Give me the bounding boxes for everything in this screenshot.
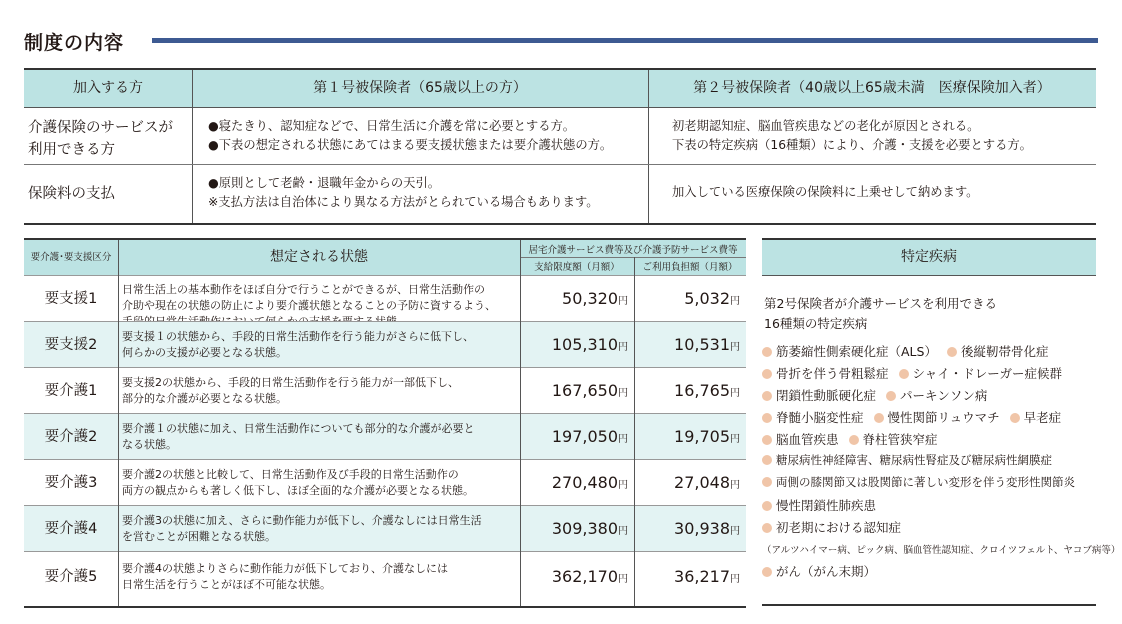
limit-amount: 270,480円 [551, 473, 628, 492]
table-row [24, 321, 746, 367]
disease-item: 初老期における認知症 [776, 520, 902, 535]
disease-intro: 第2号保険者が介護サービスを利用できる 16種類の特定疾病 [764, 296, 997, 331]
header-sub-divider [520, 257, 746, 258]
column-divider [634, 257, 635, 606]
column-divider [192, 70, 193, 223]
disease-panel-title: 特定疾病 [762, 238, 1096, 276]
table-row [24, 367, 746, 413]
bullet-dot [762, 347, 772, 357]
care-state: 要支援2の状態から、手段的日常生活動作を行う能力が一部低下し、 部分的な介護が必要となる状態。 [122, 376, 459, 405]
bullet-dot [762, 435, 772, 445]
care-header-group: 居宅介護サービス費等及び介護予防サービス費等 [528, 245, 738, 256]
column-divider [118, 240, 119, 606]
copay-amount: 30,938円 [674, 519, 740, 538]
care-header-copay: ご利用負担額（月額） [642, 262, 738, 273]
care-header-limit: 支給限度額（月額） [534, 262, 620, 273]
disease-note: （アルツハイマー病、ピック病、脳血管性認知症、クロイツフェルト、ヤコブ病等） [762, 545, 1121, 556]
care-state: 日常生活上の基本動作をほぼ自分で行うことができるが、日常生活動作の 介助や現在の状態の防止により要介護状態となることの予防に資するよう、 [122, 283, 496, 312]
limit-amount: 309,380円 [551, 519, 628, 538]
table-row [24, 459, 746, 505]
care-level: 要支援1 [44, 291, 98, 307]
overview-table [24, 68, 1096, 225]
bullet-dot [762, 391, 772, 401]
table-row [24, 275, 746, 321]
limit-amount: 197,050円 [551, 427, 628, 446]
care-state: 要介護3の状態に加え、さらに動作能力が低下し、介護なしには日常生活 を営むことが困難となる状態。 [122, 514, 482, 543]
bullet-dot [762, 477, 772, 487]
limit-amount: 105,310円 [551, 335, 628, 354]
disease-line [762, 430, 938, 448]
disease-line [762, 342, 1048, 360]
bullet-dot [947, 347, 957, 357]
disease-item: 慢性関節リュウマチ [887, 410, 1000, 425]
bullet-dot [762, 523, 772, 533]
bullet-dot [762, 413, 772, 423]
disease-line [762, 386, 987, 404]
copay-amount: 27,048円 [674, 473, 740, 492]
care-level-table [24, 238, 746, 608]
eligible-type2: 初老期認知症、脳血管疾患などの老化が原因とされる。 下表の特定疾病（16種類）により、介護・支援を必要とする方。 [672, 119, 1032, 152]
disease-line [762, 452, 1052, 468]
disease-item: 両側の膝関節又は股関節に著しい変形を伴う変形性関節炎 [776, 475, 1075, 489]
copay-amount: 36,217円 [674, 567, 740, 586]
disease-line [762, 364, 1062, 382]
premium-type1: ●原則として老齢・退職年金からの天引。 ※支払方法は自治体により異なる方法がとられている場合もあります。 [208, 176, 599, 209]
bullet-dot [849, 435, 859, 445]
bullet-dot [762, 369, 772, 379]
overview-header-who: 加入する方 [73, 80, 143, 96]
limit-amount: 50,320円 [562, 289, 628, 308]
bullet-dot [1010, 413, 1020, 423]
column-divider [648, 70, 649, 223]
disease-item: 脊髄小脳変性症 [776, 410, 864, 425]
disease-line [762, 562, 876, 580]
care-state: 要介護１の状態に加え、日常生活動作についても部分的な介護が必要と なる状態。 [122, 422, 475, 451]
title-rule [152, 38, 1098, 43]
overview-header-type1: 第１号被保険者（65歳以上の方） [313, 80, 527, 96]
limit-amount: 167,650円 [551, 381, 628, 400]
care-header-level: 要介護･要支援区分 [30, 252, 112, 263]
disease-line [762, 474, 1075, 490]
care-state: 要介護2の状態と比較して、日常生活動作及び手段的日常生活動作の 両方の観点からも著しく低下し、ほぼ全面的な介護が必要となる状態。 [122, 468, 474, 497]
disease-item: 筋萎縮性側索硬化症（ALS） [776, 344, 937, 359]
care-level: 要介護5 [44, 569, 98, 585]
disease-item: 早老症 [1023, 410, 1062, 425]
disease-item: 慢性閉鎖性肺疾患 [776, 498, 877, 513]
copay-amount: 10,531円 [674, 335, 740, 354]
bullet-dot [886, 391, 896, 401]
care-level: 要支援2 [44, 337, 98, 353]
disease-line [762, 496, 876, 514]
premium-type2: 加入している医療保険の保険料に上乗せして納めます。 [672, 185, 979, 199]
copay-amount: 16,765円 [674, 381, 740, 400]
care-header-state: 想定される状態 [270, 249, 368, 265]
disease-line [762, 408, 1061, 426]
table-row [24, 505, 746, 551]
eligible-type1: ●寝たきり、認知症などで、日常生活に介護を常に必要とする方。 ●下表の想定される状態にあてはまる要支援状態または要介護状態の方。 [208, 119, 613, 152]
disease-item: 脊柱管狭窄症 [862, 432, 938, 447]
disease-item: 骨折を伴う骨粗鬆症 [776, 366, 889, 381]
row-divider [24, 164, 1096, 165]
disease-item: 閉鎖性動脈硬化症 [776, 388, 877, 403]
disease-item: 糖尿病性神経障害、糖尿病性腎症及び糖尿病性網膜症 [776, 453, 1052, 467]
care-state: 要介護4の状態よりさらに動作能力が低下しており、介護なしには 日常生活を行うことがほぼ不可能な状態。 [122, 562, 448, 591]
care-level: 要介護2 [44, 429, 98, 445]
disease-item: 脳血管疾患 [776, 432, 839, 447]
bullet-dot [874, 413, 884, 423]
table-row [24, 551, 746, 604]
bullet-dot [762, 501, 772, 511]
care-state: 要支援１の状態から、手段的日常生活動作を行う能力がさらに低下し、 何らかの支援が必要となる状態。 [122, 330, 474, 359]
overview-header-type2: 第２号被保険者（40歳以上65歳未満 医療保険加入者） [693, 80, 1051, 96]
disease-item: シャイ・ドレーガー症候群 [912, 366, 1063, 381]
column-divider [520, 240, 521, 606]
bullet-dot [899, 369, 909, 379]
table-row [24, 413, 746, 459]
disease-item: パーキンソン病 [900, 388, 988, 403]
row-label-eligible: 介護保険のサービスが 利用できる方 [28, 120, 173, 158]
limit-amount: 362,170円 [551, 567, 628, 586]
disease-item: がん（がん末期） [776, 564, 877, 579]
care-level: 要介護1 [44, 383, 98, 399]
bullet-dot [762, 455, 772, 465]
page-title: 制度の内容 [24, 32, 125, 54]
care-level: 要介護3 [44, 475, 98, 491]
row-label-premium: 保険料の支払 [28, 186, 115, 202]
disease-item: 後縦靭帯骨化症 [960, 344, 1049, 359]
disease-line [762, 518, 901, 536]
copay-amount: 5,032円 [684, 289, 740, 308]
specific-disease-panel [762, 238, 1121, 606]
bullet-dot [762, 567, 772, 577]
care-level: 要介護4 [44, 521, 98, 537]
copay-amount: 19,705円 [674, 427, 740, 446]
